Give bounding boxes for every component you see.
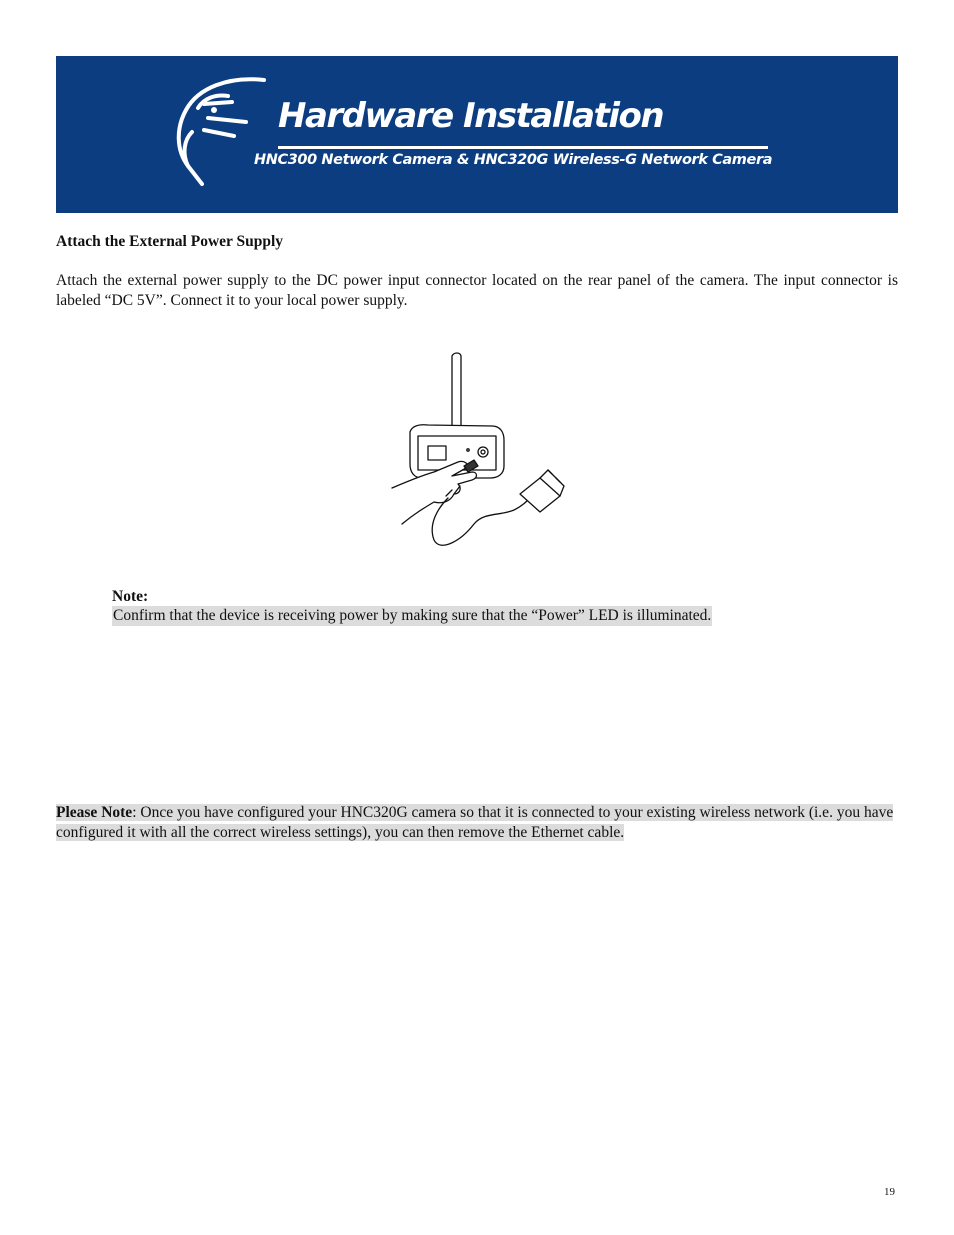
header-banner	[56, 56, 898, 213]
please-note-paragraph	[56, 803, 898, 843]
note-label: Note:	[112, 588, 149, 605]
section-paragraph: Attach the external power supply to the DC power input connector located on the rear panel of the camera. The input connector is labeled “DC 5V”. Connect it to your local power supply.	[56, 272, 898, 309]
camera-power-connection-illustration	[388, 348, 568, 553]
section-heading: Attach the External Power Supply	[56, 233, 284, 250]
banner-divider	[278, 146, 768, 149]
please-note-label: Please Note	[56, 804, 133, 821]
banner-subtitle: HNC300 Network Camera & HNC320G Wireless-G Network Camera	[254, 152, 773, 168]
please-note-text: : Once you have configured your HNC320G camera so that it is connected to your existing wireless network (i.e. you have configured it with all the correct wireless settings), you can then remove the Ethernet cable.	[56, 804, 894, 841]
note-text: Confirm that the device is receiving power by making sure that the “Power” LED is illuminated.	[113, 607, 712, 624]
page-number: 19	[884, 1186, 895, 1198]
eagle-head-icon	[168, 74, 268, 190]
banner-title: Hardware Installation	[278, 96, 664, 136]
